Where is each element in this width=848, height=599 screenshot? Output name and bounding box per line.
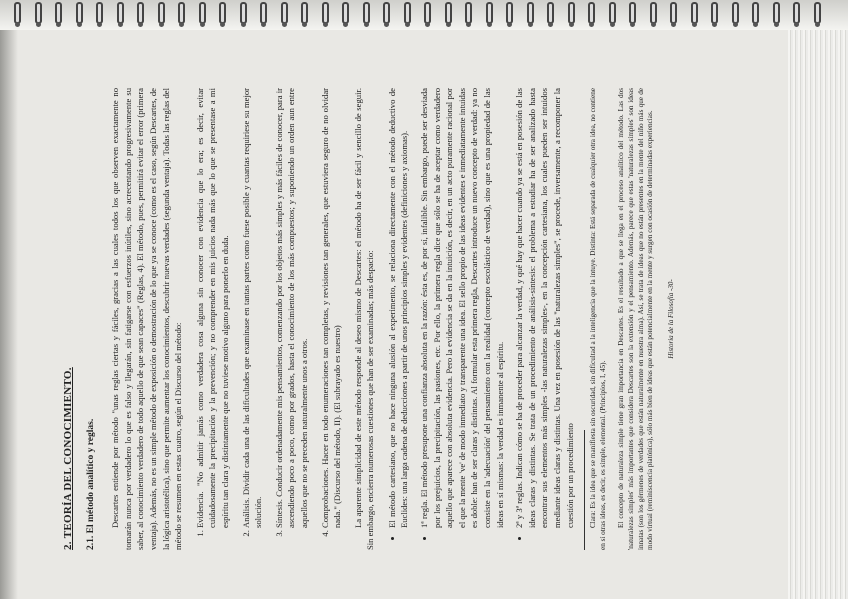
binding-ring [588,2,595,24]
binding-ring [137,2,144,24]
binding-hole [610,22,615,27]
binding-hole [794,22,799,27]
footnote-1: Clara: Es la idea que se manifiesta sin oscuridad, sin dificultad a la inteligencia que la intuye. Distinta: Está separada de cualquier otra idea, no contiene en sí otras ideas, es decir, es simple, elemental. (Principios, I, 45). [589,88,607,550]
binding-ring [711,2,718,24]
binding-ring [404,2,411,24]
binding-ring [240,2,247,24]
page-shadow [0,30,18,599]
binding-ring [301,2,308,24]
binding-hole [671,22,676,27]
binding-hole [774,22,779,27]
rule-analisis: 2. Análisis. Dividir cada una de las dificultades que examinase en tantas partes como fuese posible y cuantas requiriese su mejor solución. [240,88,265,528]
section-title: 2. TEORÍA DEL CONOCIMIENTO. [62,367,74,550]
binding-ring [158,2,165,24]
footnote-2: El concepto de naturaleza simple tiene gran importancia en Descartes. Es el resultado a que se llega en el proceso analítico del método. Las dos 'naturalezas simples' más importantes que considera Descartes son la extensión y el pensamiento. Además, parece que estas 'naturalezas simples' son ideas innatas (son los gérmenes de verdades que están naturalmente en nuestra alma). Así, se trata de ideas que no están presentes en la mente del niño más que de modo virtual (reminiscencia platónica), sólo más bien de ideas que están potencialmente en la mente y surgen con ocasión de determinadas experiencias. [617,88,655,550]
binding-ring [568,2,575,24]
rule-evidencia: 1. Evidencia. "No admitir jamás como verdadera cosa alguna sin conocer con evidencia que lo era; es decir, evitar cuidadosamente la precipitación y la prevención; y no comprender en mis juicios nada más que lo que se presentase a mi espíritu tan clara y distintamente que no tuviese motivo alguno para ponerlo en duda. [194,88,232,528]
binding-ring [445,2,452,24]
binding-ring [506,2,513,24]
binding-hole [487,22,492,27]
binding-ring [342,2,349,24]
binding-hole [302,22,307,27]
binding-hole [261,22,266,27]
analysis-bullets [386,88,576,550]
binding-ring [629,2,636,24]
rule-sintesis: 3. Síntesis. Conducir ordenadamente mis pensamientos, comenzando por los objetos más simples y más fáciles de conocer, para ir ascendiendo poco a poco, como por grados, hasta el conocimiento de los más compuestos; y suponiendo un orden aun entre aquellos que no se preceden naturalmente unos a otros. [273,88,311,528]
binding-hole [241,22,246,27]
binding-ring [35,2,42,24]
method-rules-list [194,88,344,550]
bullet-cartesian-method: • El método cartesiano, que no hace ninguna alusión al experimento, se relaciona directamente con el método deductivo de Euclides: una larga cadena de deducciones a partir de unos principios simples y evidentes (definiciones y axiomas). [386,88,411,528]
bullet-second-third-rules: • 2ª y 3ª reglas. Indican cómo se ha de proceder para alcanzar la verdad, y qué hay que hacer cuando ya se está en posesión de las ideas claras y distintas. Se trata de un procedimiento de análisis-síntesis: el problema a estudiar ha de ser analizado hasta encontrar sus elementos más simples -las naturalezas simples-, en la concepción cartesiana, los cuales pueden ser intuidos mediante ideas claras y distintas. Una vez en posesión de las "naturalezas simples", se procede, inversamente, a recomponer la cuestión por un procedimiento [513,88,576,528]
binding-ring [547,2,554,24]
binding-ring [609,2,616,24]
page-footer: Historia de la Filosofía -30- [666,279,675,359]
binding-ring [814,2,821,24]
binding-hole [56,22,61,27]
binding-ring [55,2,62,24]
middle-paragraph: La aparente simplicidad de este método responde al deseo mismo de Descartes: el método ha de ser fácil y sencillo de seguir. Sin embargo, encierra numerosas cuestiones que han de ser examinadas; más despacio: [352,88,376,550]
binding-ring [465,2,472,24]
binding-hole [405,22,410,27]
binding-hole [97,22,102,27]
binding-hole [815,22,820,27]
binding-hole [446,22,451,27]
binding-hole [753,22,758,27]
binding-ring [691,2,698,24]
bullet-first-rule: • 1ª regla. El método presupone una confianza absoluta en la razón: ésta es, de por sí, infalible. Sin embargo, puede ser desviada por los prejuicios, la precipitación, las pasiones, etc. Por ello, la primera regla dice que sólo se ha de aceptar como verdadero aquello que aparece con absoluta evidencia. Pero la evidencia se da en la intuición, es decir, en un acto puramente racional por el que la mente 've' de modo inmediato y transparente una idea. El sello propio de las ideas evidentes e inmediatamente intuidas es doble: han de ser claras y distintas. Al formular esta primera regla, Descartes introduce un nuevo concepto de verdad: ya no consiste en la 'adecuación' del pensamiento con la realidad (concepto escolástico de verdad), sino que es una propiedad de las ideas en sí mismas: la verdad es inmanente al espíritu. [418,88,506,528]
binding-ring [260,2,267,24]
binding-ring [219,2,226,24]
binding-ring [117,2,124,24]
binding-hole [323,22,328,27]
binding-hole [159,22,164,27]
binding-ring [363,2,370,24]
binding-ring [281,2,288,24]
binding-ring [178,2,185,24]
binding-hole [651,22,656,27]
binding-ring [322,2,329,24]
binding-ring [732,2,739,24]
binding-hole [220,22,225,27]
rotated-document-page [30,50,800,590]
rule-comprobaciones: 4. Comprobaciones. Hacer en todo enumeraciones tan completas, y revisiones tan generales, que estuviera seguro de no olvidar nada." (Discurso del método, II). (El subrayado es nuestro) [319,88,344,528]
binding-hole [507,22,512,27]
binding-hole [343,22,348,27]
binding-ring [650,2,657,24]
binding-ring [752,2,759,24]
binding-ring [424,2,431,24]
binding-hole [733,22,738,27]
binding-ring [527,2,534,24]
binding-ring [76,2,83,24]
binding-hole [548,22,553,27]
binding-hole [425,22,430,27]
footnote-divider [584,430,585,550]
binding-hole [77,22,82,27]
binding-ring [383,2,390,24]
binding-hole [364,22,369,27]
binding-hole [179,22,184,27]
binding-hole [138,22,143,27]
binding-hole [712,22,717,27]
binding-hole [692,22,697,27]
binding-hole [589,22,594,27]
binding-hole [36,22,41,27]
intro-paragraph: Descartes entiende por método "unas reglas ciertas y fáciles, gracias a las cuales todos los que observen exactamente no tomarán nunca por verdadero lo que es falso y llegarán, sin fatigarse con esfuerzos inútiles, sino acrecentando progresivamente su saber, al conocimiento verdadero de todo aquello de que sean capaces" (Reglas, 4). El método, pues, permitirá evitar el error (primera ventaja). Además, no es un simple método de exposición o demostración de lo que ya se conoce (como es el caso, según Descartes, de la lógica aristotélica), sino que permite aumentar los conocimientos, descubrir nuevas verdades (segunda ventaja). Todas las reglas del método se resumen en estas cuatro, según el Discurso del método: [110,88,184,550]
binding-ring [793,2,800,24]
binding-ring [773,2,780,24]
binding-hole [528,22,533,27]
binding-hole [630,22,635,27]
binding-ring [199,2,206,24]
binding-hole [15,22,20,27]
binding-hole [118,22,123,27]
binding-hole [200,22,205,27]
binding-hole [384,22,389,27]
spiral-binding [0,0,848,30]
binding-ring [14,2,21,24]
binding-ring [670,2,677,24]
subsection-title: 2.1. El método analítico y reglas. [85,418,96,550]
binding-hole [569,22,574,27]
binding-hole [466,22,471,27]
binding-ring [486,2,493,24]
binding-ring [96,2,103,24]
binding-hole [282,22,287,27]
